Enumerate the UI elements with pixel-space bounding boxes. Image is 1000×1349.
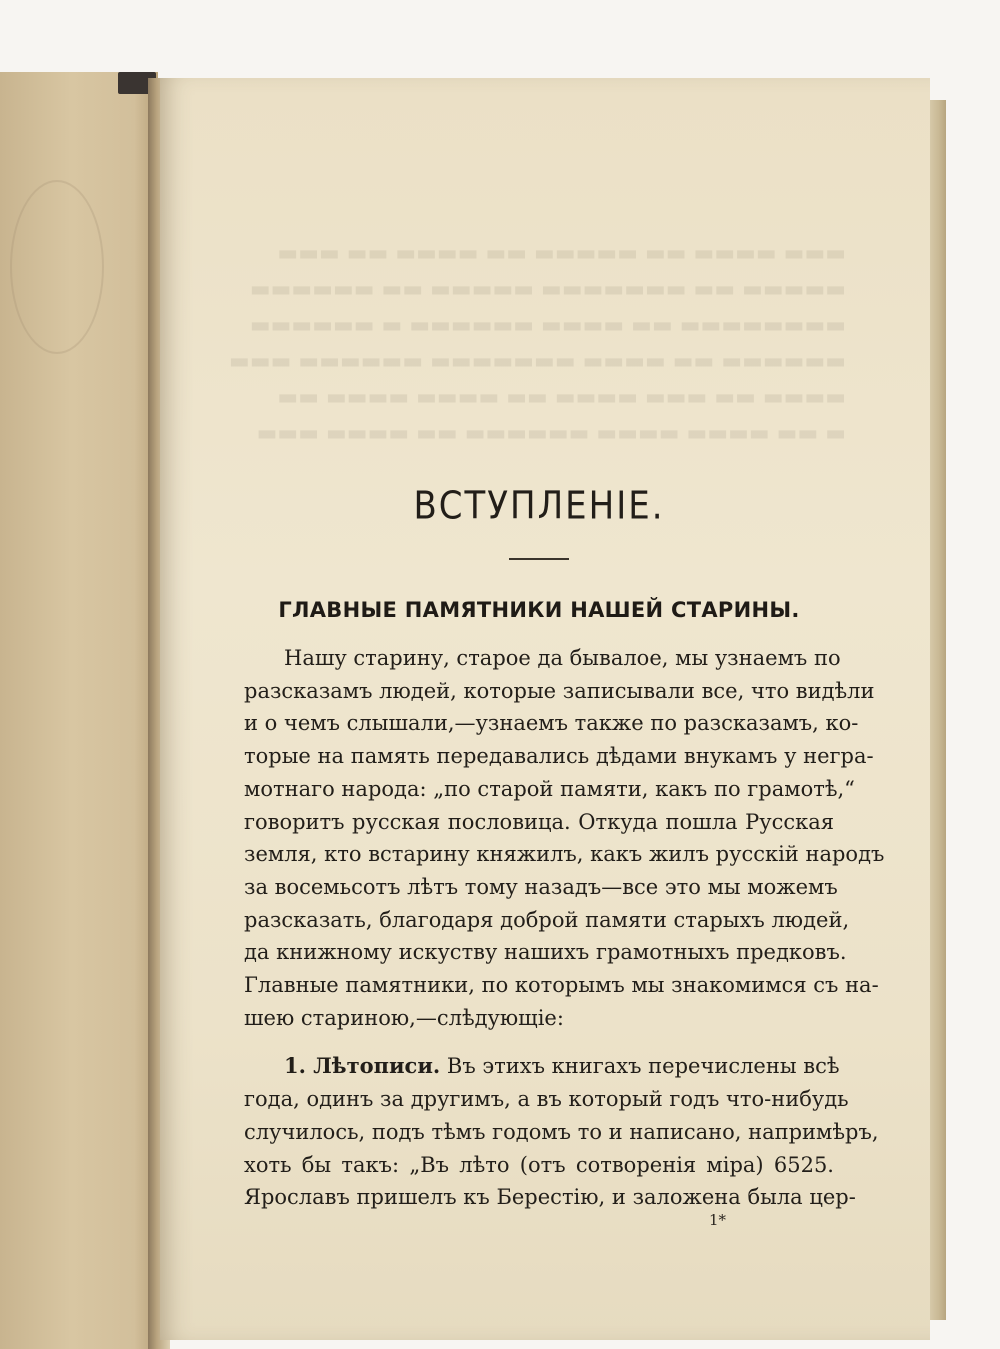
show-through-texture: ▬▬▬ ▬▬▬▬ ▬▬ ▬▬▬▬▬ ▬▬ ▬▬▬▬ ▬▬ ▬▬▬ ▬▬▬▬▬ ▬▬ ▬▬▬▬▬▬▬ ▬▬▬▬▬ ▬▬ ▬▬▬▬▬▬ ▬▬▬▬▬▬▬▬ ▬▬ ▬▬▬▬ ▬▬▬▬▬▬ ▬ ▬▬▬▬▬▬ ▬▬▬▬▬▬ ▬▬ ▬▬▬▬ ▬▬▬▬▬▬▬ ▬▬▬▬▬▬ ▬▬▬ ▬▬▬▬ ▬▬ ▬▬▬ ▬▬▬▬ ▬▬ ▬▬▬▬ ▬▬▬▬ ▬▬ ▬ ▬▬ ▬▬▬▬ ▬▬▬▬ ▬▬▬▬▬▬ ▬▬ ▬▬▬▬ ▬▬▬ — [229, 241, 846, 446]
text-line: Нашу старину, старое да бывалое, мы узнаемъ по — [284, 646, 841, 670]
title-divider — [509, 558, 569, 560]
text-line: разсказать, благодаря доброй памяти старыхъ людей, — [244, 907, 850, 932]
text-line: земля, кто встарину княжилъ, какъ жилъ русскій народъ — [244, 842, 885, 867]
text-line: Ярославъ пришелъ къ Берестію, и заложена была цер- — [244, 1185, 856, 1210]
text-line: шею стариною,—слѣдующіе: — [244, 1005, 564, 1030]
text-line: торые на память передавались дѣдами внукамъ у негра- — [244, 744, 874, 769]
page-stack-edge — [928, 100, 946, 1320]
text-line: года, одинъ за другимъ, а въ который годъ что-нибудь — [244, 1087, 849, 1112]
text-line: хоть бы такъ: „Въ лѣто (отъ сотворенія міра) 6525. — [244, 1152, 834, 1177]
facing-page-stain — [10, 180, 104, 354]
text-line: разсказамъ людей, которые записывали все, что видѣли — [244, 678, 875, 703]
text-fragment: Въ этихъ книгахъ перечислены всѣ — [446, 1054, 840, 1079]
text-line: случилось, подъ тѣмъ годомъ то и написано, напримѣръ, — [244, 1119, 879, 1144]
section-heading: ГЛАВНЫЕ ПАМЯТНИКИ НАШЕЙ СТАРИНЫ. — [278, 598, 800, 622]
page-text — [244, 480, 885, 1214]
paragraph-chronicles — [244, 1050, 879, 1214]
paragraph-intro — [244, 642, 885, 1034]
text-line: мотнаго народа: „по старой памяти, какъ по грамотѣ,“ — [244, 776, 855, 801]
text-line: за восемьсотъ лѣтъ тому назадъ—все это мы можемъ — [244, 874, 838, 899]
text-line: да книжному искуству нашихъ грамотныхъ предковъ. — [244, 940, 847, 965]
text-line: Главные памятники, по которымъ мы знакомимся съ на- — [244, 973, 879, 998]
signature-mark: 1* — [709, 1211, 727, 1229]
chapter-title: ВСТУПЛЕНІЕ. — [413, 483, 665, 529]
text-line: и о чемъ слышали,—узнаемъ также по разсказамъ, ко- — [244, 711, 859, 736]
item-lead: 1. Лѣтописи. — [284, 1053, 441, 1079]
text-line — [244, 1050, 840, 1083]
text-line: говоритъ русская пословица. Откуда пошла Русская — [244, 809, 834, 834]
